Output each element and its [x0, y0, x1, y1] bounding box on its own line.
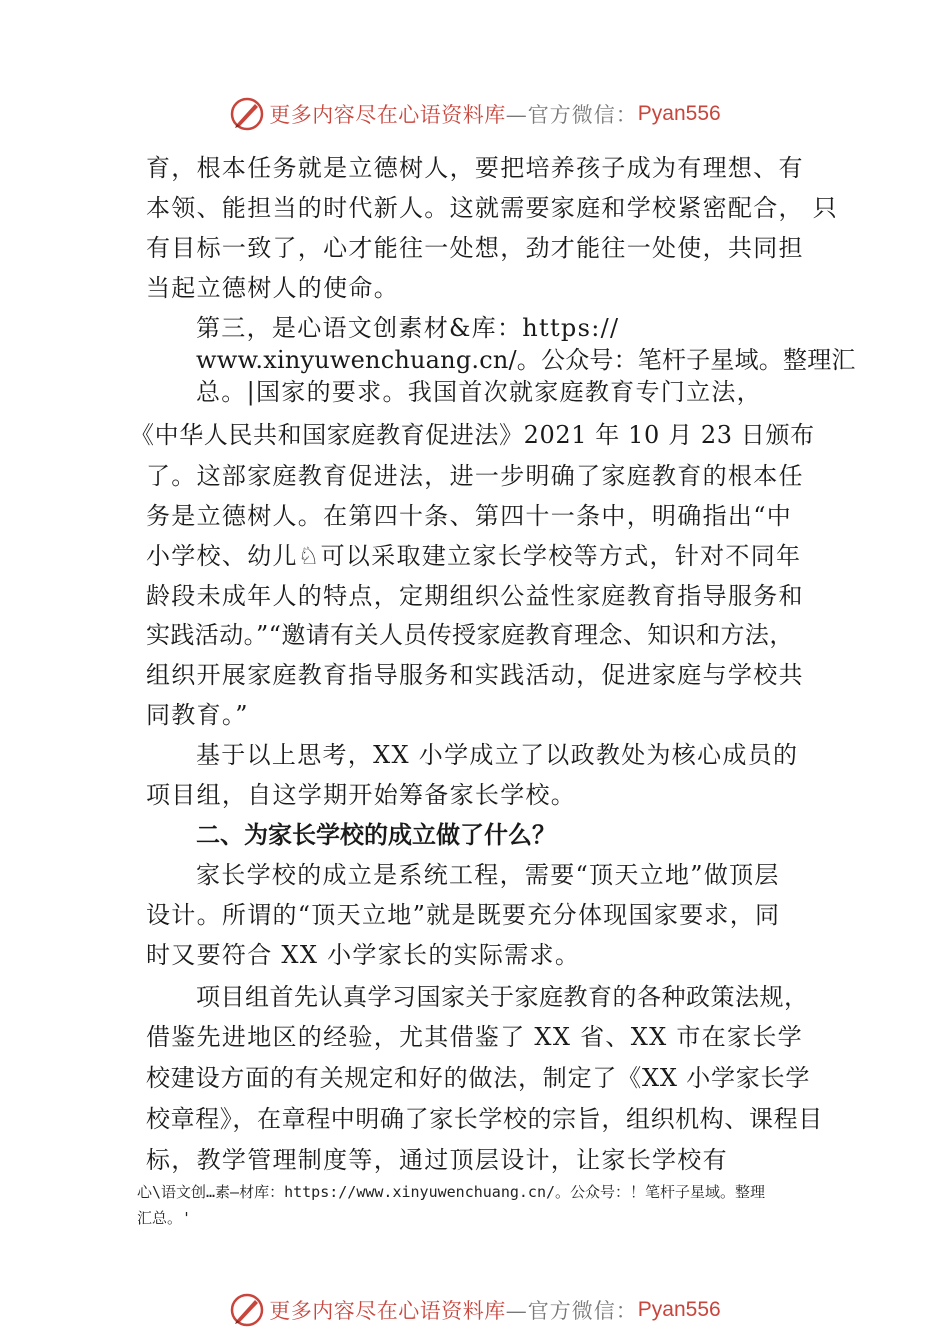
- banner-red-text: 更多内容尽在心语资料库: [269, 1299, 506, 1323]
- body-line: 时又要符合 XX 小学家长的实际需求。: [146, 941, 581, 969]
- body-line: 组织开展家庭教育指导服务和实践活动，促进家庭与学校共: [146, 661, 804, 689]
- body-line: 项目组首先认真学习国家关于家庭教育的各种政策法规，: [196, 983, 809, 1011]
- body-line: 标，教学管理制度等，通过顶层设计，让家长学校有: [146, 1146, 728, 1174]
- body-line: 了。这部家庭教育促进法，进一步明确了家庭教育的根本任: [146, 462, 804, 490]
- banner-gray-text: —官方微信：: [505, 103, 638, 127]
- body-line: 本领、能担当的时代新人。这就需要家庭和学校紧密配合， 只: [146, 194, 839, 222]
- body-line: 校建设方面的有关规定和好的做法，制定了《XX 小学家长学: [146, 1064, 811, 1092]
- body-line: 务是立德树人。在第四十条、第四十一条中，明确指出“中: [146, 502, 793, 530]
- body-line: 第三，是心语文创素材&库：https://: [196, 314, 620, 342]
- body-line: 小学校、幼儿♘可以采取建立家长学校等方式，针对不同年: [146, 542, 802, 570]
- body-line: 育，根本任务就是立德树人，要把培养孩子成为有理想、有: [146, 154, 804, 182]
- footer-line: 汇总。': [137, 1209, 192, 1227]
- banner-gray-text: —官方微信：: [505, 1299, 638, 1323]
- body-line: 有目标一致了，心才能往一处想，劲才能往一处使，共同担: [146, 234, 804, 262]
- body-line: 总。|国家的要求。我国首次就家庭教育专门立法，: [196, 378, 762, 406]
- body-line: 设计。所谓的“顶天立地”就是既要充分体现国家要求，同: [146, 901, 781, 929]
- body-line: www.xinyuwenchuang.cn/。公众号：笔杆子星域。整理汇: [196, 346, 856, 374]
- body-line: 当起立德树人的使命。: [146, 274, 399, 302]
- banner-red-text: 更多内容尽在心语资料库: [269, 103, 506, 127]
- section-heading: 二、为家长学校的成立做了什么？: [196, 821, 556, 849]
- footer-line: 心\语文创…素—材库：https://www.xinyuwenchuang.cn/。公众号：！笔杆子星域。整理: [137, 1183, 766, 1201]
- body-line: 项目组，自这学期开始筹备家长学校。: [146, 781, 577, 809]
- header-banner: [0, 92, 950, 136]
- pen-logo-icon: [229, 96, 265, 132]
- body-line: 家长学校的成立是系统工程，需要“顶天立地”做顶层: [196, 861, 780, 889]
- body-line: 基于以上思考，XX 小学成立了以政教处为核心成员的: [196, 741, 799, 769]
- banner-wechat-id: Pyan556: [637, 1298, 721, 1321]
- body-line: 借鉴先进地区的经验，尤其借鉴了 XX 省、XX 市在家长学: [146, 1023, 803, 1051]
- pen-logo-icon: [229, 1292, 265, 1328]
- body-line: 《中华人民共和国家庭教育促进法》2021 年 10 月 23 日颁布: [130, 421, 815, 449]
- body-line: 校章程》，在章程中明确了家长学校的宗旨，组织机构、课程目: [146, 1105, 823, 1133]
- banner-wechat-id: Pyan556: [637, 102, 721, 125]
- body-line: 龄段未成年人的特点，定期组织公益性家庭教育指导服务和: [146, 582, 804, 610]
- body-line: 同教育。”: [146, 701, 249, 729]
- footer-banner: [0, 1288, 950, 1332]
- body-line: 实践活动。”“邀请有关人员传授家庭教育理念、知识和方法，: [146, 621, 794, 649]
